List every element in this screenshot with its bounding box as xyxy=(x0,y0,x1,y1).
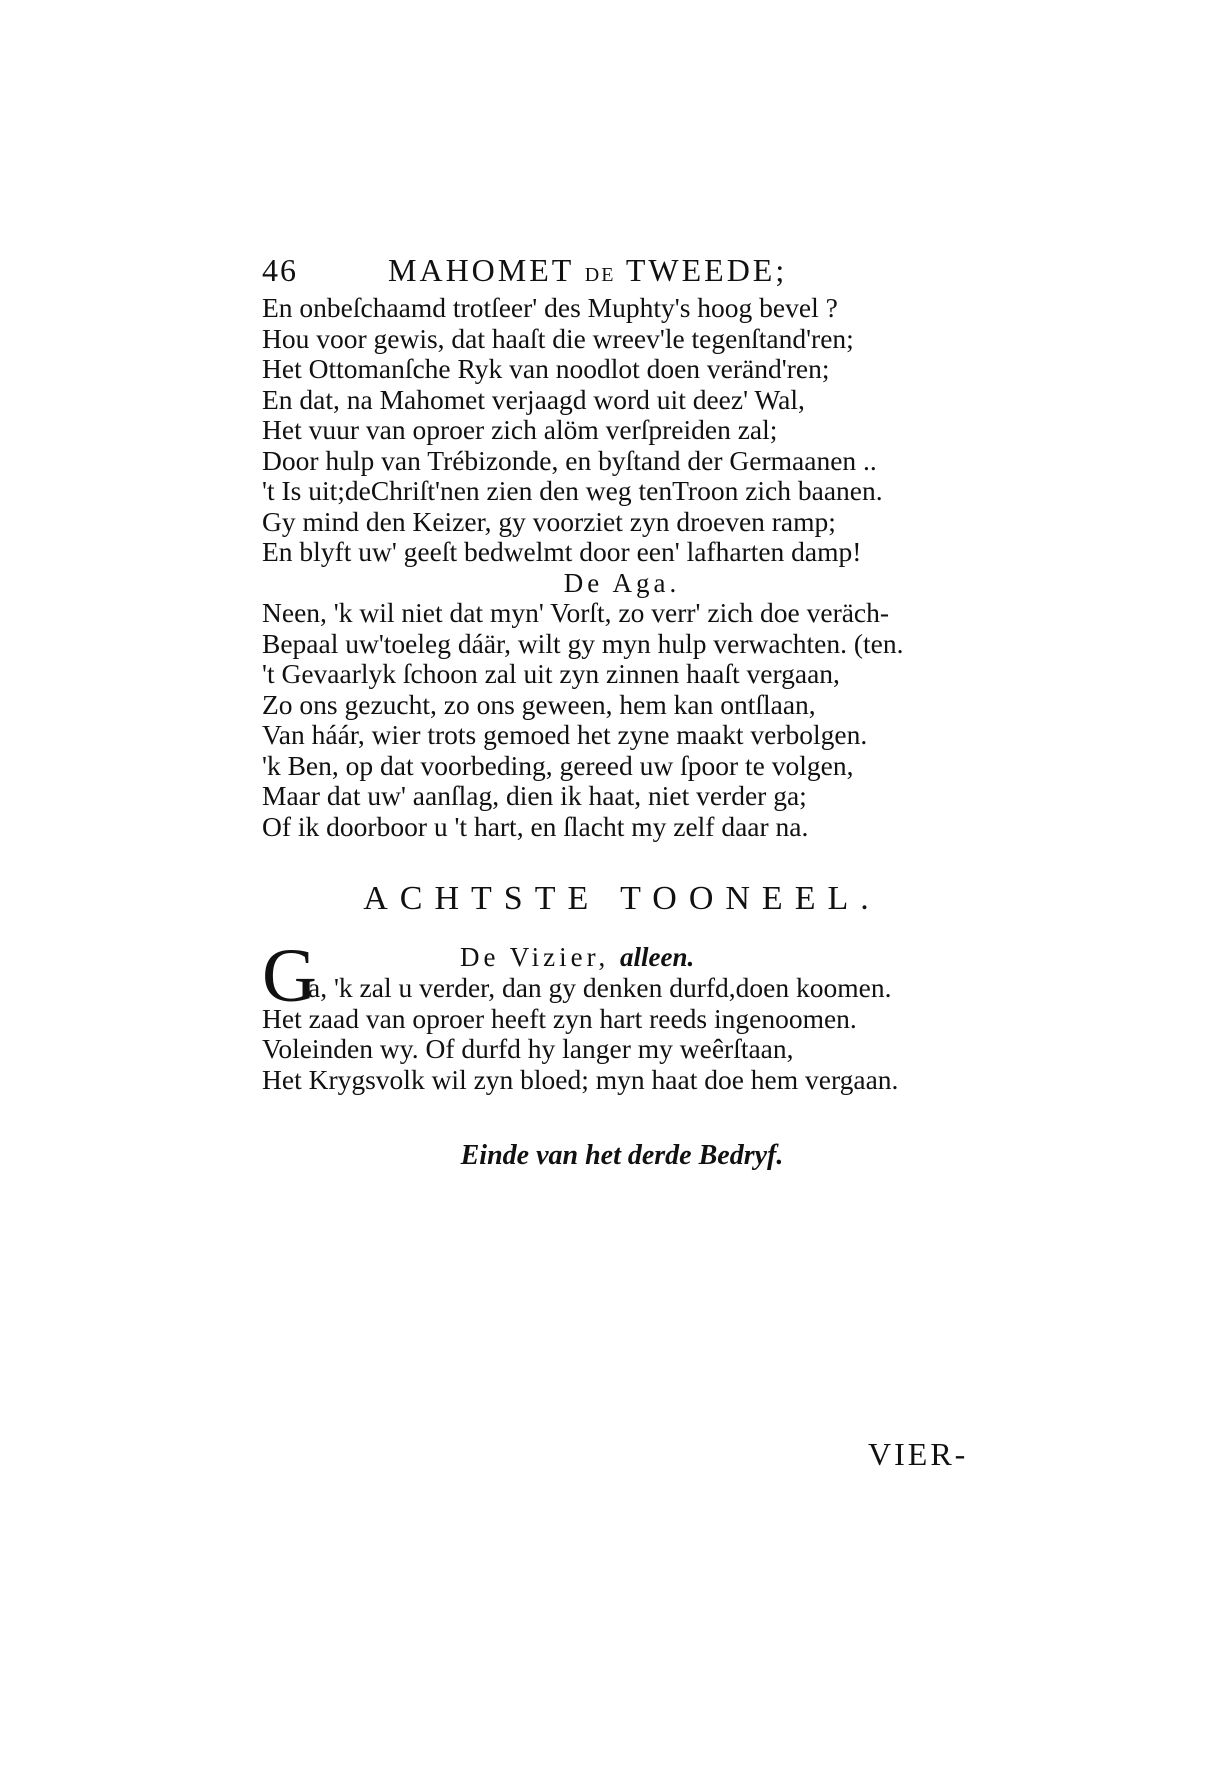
stage-note: alleen. xyxy=(620,942,695,972)
verse-line: En onbeſchaamd trotſeer' des Muphty's hoog bevel ? xyxy=(262,292,838,323)
catchword: VIER- xyxy=(868,1436,969,1472)
verse-line: 't Gevaarlyk ſchoon zal uit zyn zinnen haaſt vergaan, xyxy=(262,658,840,689)
drop-cap: G xyxy=(262,934,317,1018)
verse-line: 'k Ben, op dat voorbeding, gereed uw ſpoor te volgen, xyxy=(262,749,854,781)
verse-line: Maar dat uw' aanſlag, dien ik haat, niet verder ga; xyxy=(262,780,807,811)
speaker-vizier xyxy=(460,942,694,973)
act-end-note: Einde van het derde Bedryf. xyxy=(460,1140,784,1171)
verse-line: Het vuur van oproer zich alöm verſpreiden zal; xyxy=(262,414,778,445)
verse-line: a, 'k zal u verder, dan gy denken durfd,doen koomen. xyxy=(308,972,892,1003)
scene-heading: ACHTSTE TOONEEL. xyxy=(363,880,881,917)
verse-line: En dat, na Mahomet verjaagd word uit deez' Wal, xyxy=(262,383,805,415)
verse-line: Of ik doorboor u 't hart, en ſlacht my zelf daar na. xyxy=(262,810,809,842)
verse-line: Hou voor gewis, dat haaſt die wreev'le tegenſtand'ren; xyxy=(262,322,854,354)
running-title-end: TWEEDE; xyxy=(625,252,788,288)
speaker-aga: De Aga. xyxy=(563,567,681,598)
verse-line: En blyft uw' geeſt bedwelmt door een' lafharten damp! xyxy=(262,536,862,567)
running-title-main: MAHOMET xyxy=(388,252,574,288)
running-title xyxy=(388,252,787,289)
speaker-vizier-name: De Vizier, xyxy=(460,942,610,972)
verse-line: Voleinden wy. Of durfd hy langer my weêrſtaan, xyxy=(262,1033,794,1064)
vizier-speech xyxy=(262,293,982,842)
verse-line: Het zaad van oproer heeft zyn hart reeds ingenoomen. xyxy=(262,1002,857,1034)
verse-line: Het Krygsvolk wil zyn bloed; myn haat doe hem vergaan. xyxy=(262,1063,899,1095)
verse-line: Gy mind den Keizer, gy voorziet zyn droeven ramp; xyxy=(262,505,836,537)
verse-line: Het Ottomanſche Ryk van noodlot doen veränd'ren; xyxy=(262,353,830,384)
verse-line: Van háár, wier trots gemoed het zyne maakt verbolgen. xyxy=(262,719,868,750)
verse-line: 't Is uit;deChriſt'nen zien den weg tenTroon zich baanen. xyxy=(262,475,883,506)
running-title-small: DE xyxy=(584,264,616,286)
running-head xyxy=(262,252,982,292)
verse-line: Bepaal uw'toeleg dáär, wilt gy myn hulp verwachten. (ten. xyxy=(262,627,904,659)
verse-line: Neen, 'k wil niet dat myn' Vorſt, zo verr' zich doe veräch- xyxy=(262,597,890,628)
verse-line: Zo ons gezucht, zo ons geween, hem kan ontſlaan, xyxy=(262,688,816,720)
page-number: 46 xyxy=(262,252,298,288)
vizier-monologue xyxy=(262,973,982,1095)
verse-line: Door hulp van Trébizonde, en byſtand der Germaanen .. xyxy=(262,444,877,476)
